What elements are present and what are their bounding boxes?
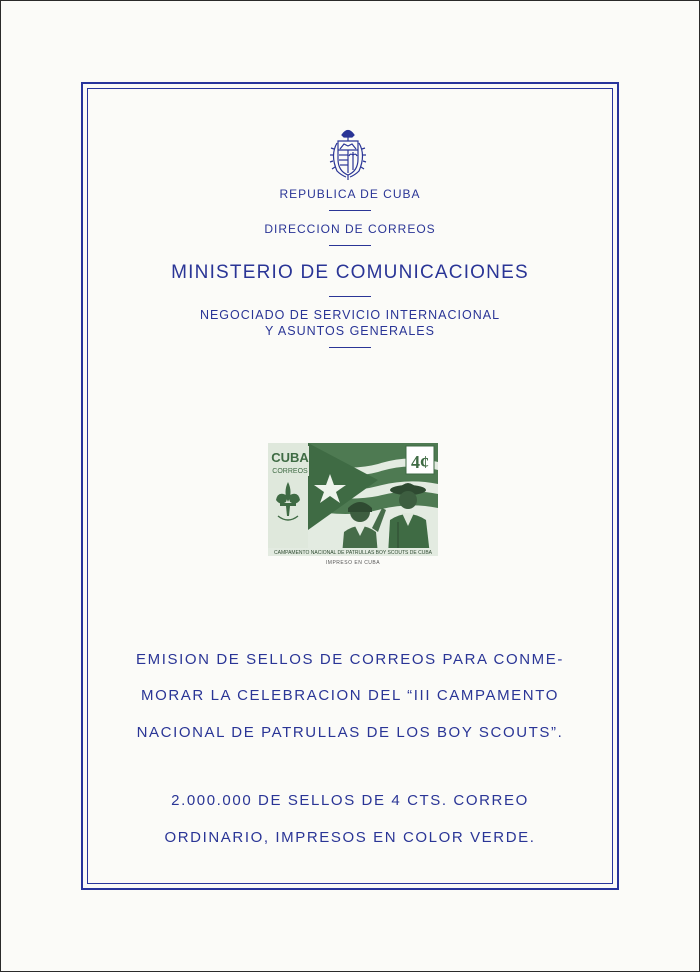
cuban-coat-of-arms-icon (325, 125, 371, 181)
description-line-4: 2.000.000 DE SELLOS DE 4 CTS. CORREO (171, 792, 529, 809)
ministry-title: MINISTERIO DE COMUNICACIONES (171, 262, 529, 283)
direction-heading: DIRECCION DE CORREOS (264, 222, 436, 236)
office-line-1: NEGOCIADO DE SERVICIO INTERNACIONAL (199, 308, 501, 322)
description-line-5: ORDINARIO, IMPRESOS EN COLOR VERDE. (164, 829, 536, 846)
stamp-postage: CORREOS (272, 468, 308, 475)
divider-rule (329, 245, 371, 246)
description-line-1: EMISION DE SELLOS DE CORREOS PARA CONME- (136, 651, 564, 668)
divider-rule (329, 296, 371, 297)
stamp-printed-note: IMPRESO EN CUBA (325, 560, 381, 566)
divider-rule (329, 347, 371, 348)
stamp-caption: CAMPAMENTO NACIONAL DE PATRULLAS BOY SCOUTS DE CUBA (274, 550, 432, 556)
description-line-3: NACIONAL DE PATRULLAS DE LOS BOY SCOUTS”. (136, 724, 564, 741)
stamp-value: 4¢ (411, 452, 429, 472)
description-line-2: MORAR LA CELEBRACION DEL “III CAMPAMENTO (141, 687, 559, 704)
republic-heading: REPUBLICA DE CUBA (279, 187, 421, 201)
divider-rule (329, 210, 371, 211)
stamp-country: CUBA (271, 450, 309, 465)
office-line-2: Y ASUNTOS GENERALES (265, 324, 435, 338)
scout-stamp (268, 440, 438, 568)
